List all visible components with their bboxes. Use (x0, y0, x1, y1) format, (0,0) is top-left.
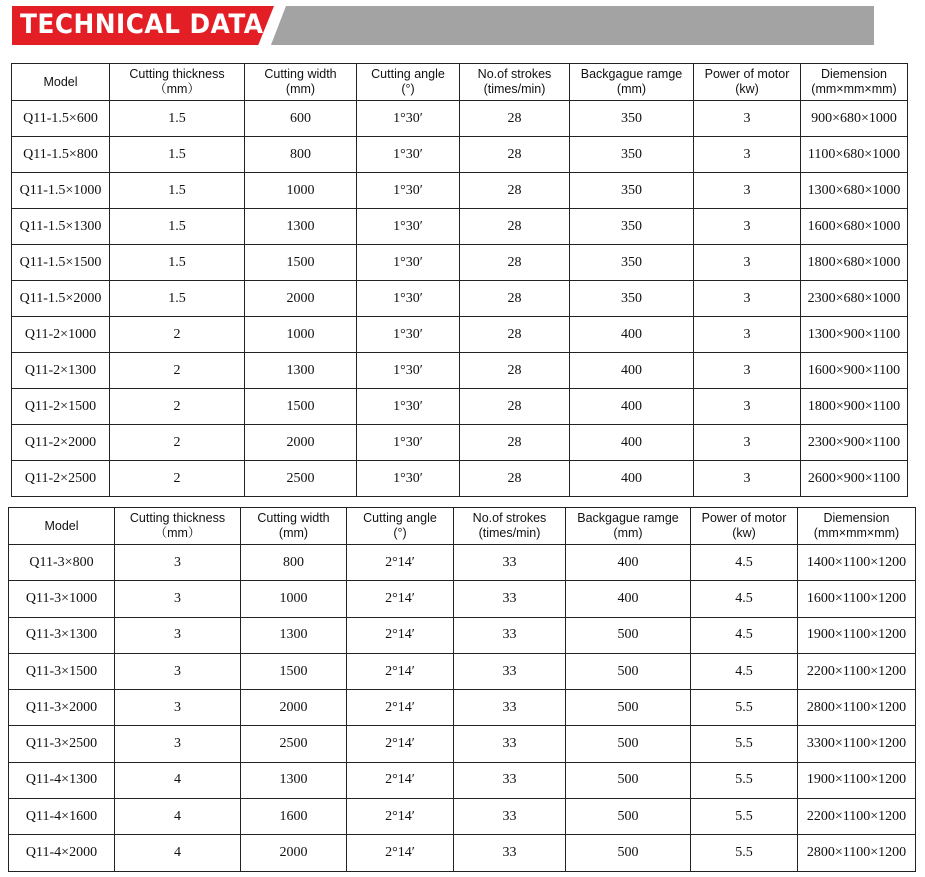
table-cell: 1°30′ (357, 281, 460, 317)
column-header-unit: (times/min) (483, 82, 546, 96)
table-cell: 1°30′ (357, 317, 460, 353)
table-cell: 2500 (245, 461, 357, 497)
table-cell: 28 (460, 425, 570, 461)
column-header (245, 64, 357, 101)
table-cell: 400 (566, 581, 691, 617)
table-cell: 3 (115, 545, 241, 581)
table-cell: 1°30′ (357, 245, 460, 281)
column-header-unit: (mm) (613, 526, 643, 540)
column-header-unit: (mm×mm×mm) (811, 82, 897, 96)
table-cell: 28 (460, 101, 570, 137)
table-cell: 1°30′ (357, 389, 460, 425)
table-cell: 2 (110, 353, 245, 389)
column-header-unit: (°) (401, 82, 415, 96)
table-cell: 500 (566, 726, 691, 762)
table-cell: 2 (110, 461, 245, 497)
column-header-unit: (°) (393, 526, 407, 540)
table-cell: Q11-2×2500 (12, 461, 110, 497)
table-row (12, 173, 908, 209)
table-cell: 28 (460, 173, 570, 209)
table-row (12, 245, 908, 281)
table-cell: 3 (694, 173, 801, 209)
table-cell: 600 (245, 101, 357, 137)
table-cell: 2°14′ (347, 690, 454, 726)
table-cell: 2°14′ (347, 617, 454, 653)
table-cell: 28 (460, 137, 570, 173)
table-cell: 2000 (241, 690, 347, 726)
column-header-label: Cutting thickness (129, 511, 226, 525)
table-cell: Q11-3×800 (9, 545, 115, 581)
table-cell: 3 (694, 425, 801, 461)
column-header (460, 64, 570, 101)
column-header-label: Power of motor (701, 511, 787, 525)
table-header (9, 508, 916, 545)
column-header (566, 508, 691, 545)
table-cell: 1600×1100×1200 (798, 581, 916, 617)
table-cell: 5.5 (691, 762, 798, 798)
table-row (9, 581, 916, 617)
table-cell: 1600×900×1100 (801, 353, 908, 389)
table-cell: 350 (570, 209, 694, 245)
table-cell: 1500 (241, 653, 347, 689)
table-cell: 5.5 (691, 726, 798, 762)
column-header (801, 64, 908, 101)
table-cell: Q11-3×1000 (9, 581, 115, 617)
table-cell: 1300 (245, 209, 357, 245)
table-cell: 4 (115, 799, 241, 835)
table-cell: Q11-4×1300 (9, 762, 115, 798)
table-cell: Q11-1.5×2000 (12, 281, 110, 317)
spec-table-1 (11, 63, 908, 497)
table-cell: 28 (460, 461, 570, 497)
table-cell: 1600 (241, 799, 347, 835)
table-cell: 2°14′ (347, 835, 454, 871)
table-cell: Q11-1.5×800 (12, 137, 110, 173)
column-header-label: Backgague ramge (580, 67, 683, 81)
column-header (241, 508, 347, 545)
table-cell: 2 (110, 389, 245, 425)
column-header (9, 508, 115, 545)
table-body (9, 545, 916, 872)
column-header-unit: (mm) (278, 526, 309, 540)
table-cell: 400 (570, 353, 694, 389)
column-header-label: No.of strokes (477, 67, 552, 81)
table-cell: 2800×1100×1200 (798, 835, 916, 871)
table-row (12, 461, 908, 497)
table-cell: Q11-3×2000 (9, 690, 115, 726)
table-cell: 500 (566, 762, 691, 798)
table-cell: 3 (694, 245, 801, 281)
table-cell: 5.5 (691, 835, 798, 871)
table-cell: 1°30′ (357, 461, 460, 497)
table-cell: 4 (115, 762, 241, 798)
title-banner (12, 6, 874, 45)
table-cell: 1500 (245, 389, 357, 425)
table-cell: 1.5 (110, 209, 245, 245)
column-header-label: Diemension (820, 67, 887, 81)
column-header (694, 64, 801, 101)
table-cell: 500 (566, 617, 691, 653)
table-cell: 2000 (245, 425, 357, 461)
column-header (110, 64, 245, 101)
table-row (12, 353, 908, 389)
table-cell: 800 (241, 545, 347, 581)
table-cell: 3 (115, 690, 241, 726)
table-cell: Q11-3×1300 (9, 617, 115, 653)
table-cell: 1600×680×1000 (801, 209, 908, 245)
table-cell: Q11-4×2000 (9, 835, 115, 871)
table-cell: 3 (694, 101, 801, 137)
table-cell: 2°14′ (347, 581, 454, 617)
table-cell: 1°30′ (357, 353, 460, 389)
table-cell: 28 (460, 317, 570, 353)
table-row (12, 389, 908, 425)
table-cell: 1500 (245, 245, 357, 281)
table-cell: 1300 (241, 617, 347, 653)
column-header-label: Backgague ramge (577, 511, 679, 525)
column-header-label: Cutting width (257, 511, 330, 525)
table-cell: 2 (110, 425, 245, 461)
column-header-label: Cutting thickness (129, 67, 225, 81)
table-cell: 400 (566, 545, 691, 581)
table-cell: 2 (110, 317, 245, 353)
table-row (9, 653, 916, 689)
table-cell: 28 (460, 245, 570, 281)
column-header (570, 64, 694, 101)
table-cell: 500 (566, 835, 691, 871)
table-cell: 1.5 (110, 173, 245, 209)
table-cell: 4.5 (691, 617, 798, 653)
table-cell: 900×680×1000 (801, 101, 908, 137)
table-row (12, 317, 908, 353)
table-cell: 4 (115, 835, 241, 871)
column-header-label: Cutting angle (363, 511, 437, 525)
table-cell: 2200×1100×1200 (798, 799, 916, 835)
table-cell: 4.5 (691, 545, 798, 581)
table-cell: 2800×1100×1200 (798, 690, 916, 726)
column-header (454, 508, 566, 545)
table-row (9, 762, 916, 798)
column-header-label: Cutting angle (371, 67, 445, 81)
table-cell: 3 (115, 581, 241, 617)
table-cell: Q11-3×1500 (9, 653, 115, 689)
table-cell: 1000 (245, 317, 357, 353)
table-cell: 5.5 (691, 690, 798, 726)
table-cell: 1.5 (110, 281, 245, 317)
table-row (12, 101, 908, 137)
header-row (12, 64, 908, 101)
table-cell: Q11-1.5×1500 (12, 245, 110, 281)
table-row (9, 799, 916, 835)
table-cell: 3 (115, 653, 241, 689)
column-header-unit: (mm) (616, 82, 647, 96)
table-cell: 3 (694, 137, 801, 173)
table-cell: 3 (694, 317, 801, 353)
table-cell: 3 (694, 389, 801, 425)
table-row (9, 726, 916, 762)
table-cell: 3 (694, 461, 801, 497)
table-cell: 1300 (245, 353, 357, 389)
column-header-label: Power of motor (704, 67, 790, 81)
table-cell: 1°30′ (357, 209, 460, 245)
table-cell: Q11-1.5×1300 (12, 209, 110, 245)
table-cell: 2500 (241, 726, 347, 762)
table-cell: 2300×900×1100 (801, 425, 908, 461)
table-cell: 3 (115, 726, 241, 762)
table-cell: 2°14′ (347, 545, 454, 581)
column-header (347, 508, 454, 545)
table-cell: Q11-2×2000 (12, 425, 110, 461)
page-title: TECHNICAL DATA (20, 9, 264, 40)
table-cell: Q11-3×2500 (9, 726, 115, 762)
table-cell: 1.5 (110, 245, 245, 281)
table-cell: 1°30′ (357, 101, 460, 137)
table-cell: 350 (570, 281, 694, 317)
table-cell: 2°14′ (347, 799, 454, 835)
column-header-label: Model (43, 74, 78, 89)
table-cell: 4.5 (691, 653, 798, 689)
table-cell: 400 (570, 425, 694, 461)
table-cell: 1800×900×1100 (801, 389, 908, 425)
table-cell: 33 (454, 581, 566, 617)
table-cell: 1000 (245, 173, 357, 209)
table-cell: 1100×680×1000 (801, 137, 908, 173)
table-cell: 33 (454, 617, 566, 653)
table-cell: 3 (694, 353, 801, 389)
column-header (798, 508, 916, 545)
table-cell: 1°30′ (357, 137, 460, 173)
table-cell: 350 (570, 245, 694, 281)
table-cell: 400 (570, 317, 694, 353)
table-cell: 1400×1100×1200 (798, 545, 916, 581)
table-cell: 2°14′ (347, 726, 454, 762)
table-cell: Q11-1.5×1000 (12, 173, 110, 209)
table-cell: 2°14′ (347, 653, 454, 689)
table-cell: 1°30′ (357, 425, 460, 461)
column-header (691, 508, 798, 545)
table-cell: 1300×900×1100 (801, 317, 908, 353)
table-cell: 28 (460, 281, 570, 317)
column-header (115, 508, 241, 545)
table-cell: 1300×680×1000 (801, 173, 908, 209)
table-cell: 28 (460, 209, 570, 245)
table-cell: 350 (570, 137, 694, 173)
column-header-label: No.of strokes (472, 511, 547, 525)
table-cell: 2000 (241, 835, 347, 871)
table-cell: 1900×1100×1200 (798, 617, 916, 653)
table-row (12, 137, 908, 173)
column-header (357, 64, 460, 101)
table-cell: 28 (460, 389, 570, 425)
table-cell: 3300×1100×1200 (798, 726, 916, 762)
table-cell: 500 (566, 690, 691, 726)
table-cell: 1°30′ (357, 173, 460, 209)
table-cell: 33 (454, 835, 566, 871)
table-cell: 1800×680×1000 (801, 245, 908, 281)
table-cell: 400 (570, 389, 694, 425)
table-cell: 1.5 (110, 101, 245, 137)
column-header-unit: (kw) (732, 526, 756, 540)
table-cell: 3 (694, 281, 801, 317)
table-cell: 5.5 (691, 799, 798, 835)
table-cell: 1000 (241, 581, 347, 617)
column-header-unit: （mm） (154, 526, 201, 540)
table-cell: 500 (566, 653, 691, 689)
table-cell: 2000 (245, 281, 357, 317)
column-header (12, 64, 110, 101)
table-cell: 350 (570, 173, 694, 209)
table-cell: 33 (454, 653, 566, 689)
table-cell: 2300×680×1000 (801, 281, 908, 317)
table-cell: 1900×1100×1200 (798, 762, 916, 798)
column-header-label: Diemension (823, 511, 890, 525)
table-cell: 500 (566, 799, 691, 835)
table-cell: 1.5 (110, 137, 245, 173)
table-row (12, 425, 908, 461)
table-cell: 33 (454, 762, 566, 798)
column-header-unit: (mm×mm×mm) (813, 526, 900, 540)
table-row (9, 545, 916, 581)
table-row (9, 835, 916, 871)
table-cell: 33 (454, 545, 566, 581)
header-row (9, 508, 916, 545)
table-cell: Q11-2×1000 (12, 317, 110, 353)
table-row (12, 209, 908, 245)
column-header-label: Cutting width (264, 67, 337, 81)
column-header-unit: (mm) (285, 82, 316, 96)
table-header (12, 64, 908, 101)
table-cell: 28 (460, 353, 570, 389)
table-cell: 2200×1100×1200 (798, 653, 916, 689)
table-cell: Q11-4×1600 (9, 799, 115, 835)
table-cell: 3 (694, 209, 801, 245)
table-cell: Q11-1.5×600 (12, 101, 110, 137)
table-body (12, 101, 908, 497)
table-cell: 1300 (241, 762, 347, 798)
table-row (9, 690, 916, 726)
table-row (12, 281, 908, 317)
column-header-unit: (kw) (735, 82, 759, 96)
table-cell: 33 (454, 799, 566, 835)
column-header-unit: (times/min) (478, 526, 541, 540)
spec-table-2 (8, 507, 916, 872)
table-cell: 3 (115, 617, 241, 653)
table-cell: 400 (570, 461, 694, 497)
table-cell: 2°14′ (347, 762, 454, 798)
column-header-unit: （mm） (154, 82, 200, 96)
table-cell: 33 (454, 690, 566, 726)
table-cell: Q11-2×1500 (12, 389, 110, 425)
table-row (9, 617, 916, 653)
table-cell: 350 (570, 101, 694, 137)
table-cell: 33 (454, 726, 566, 762)
table-cell: 2600×900×1100 (801, 461, 908, 497)
table-cell: 800 (245, 137, 357, 173)
table-cell: 4.5 (691, 581, 798, 617)
column-header-label: Model (44, 518, 79, 533)
table-cell: Q11-2×1300 (12, 353, 110, 389)
